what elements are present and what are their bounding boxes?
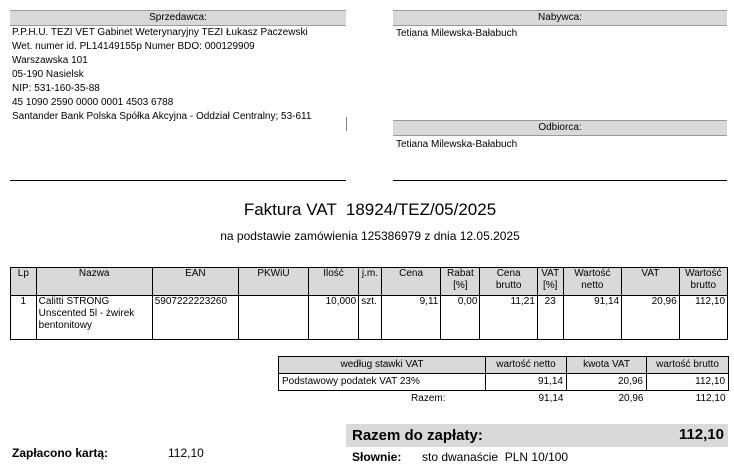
cell-name: Calitti STRONG Unscented 5l - żwirek bentonitowy	[36, 296, 152, 340]
table-row	[11, 296, 728, 340]
vat-rate-net: 91,14	[486, 374, 567, 391]
seller-nip: NIP: 531-160-35-88	[12, 83, 100, 94]
to-pay-value: 112,10	[678, 426, 724, 443]
seller-ids: Wet. numer id. PL14149155p Numer BDO: 000129909	[12, 41, 255, 52]
vat-col-net: wartość netto	[486, 357, 567, 374]
col-ean: EAN	[152, 268, 238, 296]
vat-col-vat: kwota VAT	[567, 357, 647, 374]
col-price: Cena	[381, 268, 441, 296]
col-unit: j.m.	[359, 268, 382, 296]
seller-name: P.P.H.U. TEZI VET Gabinet Weterynaryjny TEZI Łukasz Paczewski	[12, 27, 308, 38]
paid-card-value: 112,10	[168, 446, 204, 460]
seller-bank: Santander Bank Polska Spółka Akcyjna - Oddział Centralny; 53-611	[12, 111, 312, 122]
vat-total-label: Razem:	[411, 393, 446, 404]
col-net-value: Wartość netto	[563, 268, 622, 296]
cell-gross-value: 112,10	[679, 296, 727, 340]
to-pay-label: Razem do zapłaty:	[352, 427, 483, 444]
vat-col-gross: wartość brutto	[647, 357, 729, 374]
invoice-title: Faktura VAT 18924/TEZ/05/2025	[243, 200, 497, 219]
words-label: Słownie:	[352, 450, 402, 464]
separator-left	[10, 180, 346, 181]
seller-street: Warszawska 101	[12, 55, 88, 66]
vat-total-gross: 112,10	[695, 393, 726, 404]
seller-city: 05-190 Nasielsk	[12, 69, 84, 80]
to-pay-bar	[346, 424, 728, 447]
vat-rate-gross: 112,10	[647, 374, 729, 391]
vat-header-row	[279, 357, 729, 374]
separator-right	[393, 180, 727, 181]
col-vat-rate: VAT [%]	[537, 268, 563, 296]
seller-details	[12, 27, 346, 123]
vat-rate-row	[279, 374, 729, 391]
col-gross-value: Wartość brutto	[679, 268, 727, 296]
cell-gross-price: 11,21	[480, 296, 538, 340]
paid-card-label: Zapłacono kartą:	[12, 446, 109, 460]
vat-rate-vat: 20,96	[567, 374, 647, 391]
col-qty: Ilość	[308, 268, 358, 296]
col-pkwiu: PKWiU	[239, 268, 309, 296]
cell-pkwiu	[239, 296, 309, 340]
items-table	[10, 267, 728, 340]
vat-total-net: 91,14	[538, 393, 564, 404]
cell-discount: 0,00	[441, 296, 480, 340]
invoice-subtitle: na podstawie zamówienia 125386979 z dnia 12.05.2025	[220, 229, 520, 243]
buyer-header: Nabywca:	[393, 10, 727, 26]
vat-total-vat: 20,96	[618, 393, 644, 404]
col-gross-price: Cena brutto	[480, 268, 538, 296]
words-value: sto dwanaście PLN 10/100	[422, 450, 569, 464]
col-name: Nazwa	[36, 268, 152, 296]
cell-vat-value: 20,96	[622, 296, 680, 340]
cell-lp: 1	[11, 296, 37, 340]
vat-summary-table	[278, 356, 729, 407]
cell-net-value: 91,14	[563, 296, 622, 340]
col-discount: Rabat [%]	[441, 268, 480, 296]
col-lp: Lp	[11, 268, 37, 296]
cell-ean: 5907222223260	[152, 296, 238, 340]
cell-qty: 10,000	[308, 296, 358, 340]
recipient-header: Odbiorca:	[393, 120, 727, 136]
seller-divider	[346, 117, 347, 131]
vat-rate-label: Podstawowy podatek VAT 23%	[279, 374, 486, 391]
buyer-name: Tetiana Milewska-Bałabuch	[396, 28, 518, 39]
cell-vat-rate: 23	[537, 296, 563, 340]
col-vat-value: VAT	[622, 268, 680, 296]
vat-total-row	[279, 391, 729, 408]
recipient-name: Tetiana Milewska-Bałabuch	[396, 139, 518, 148]
seller-account: 45 1090 2590 0000 0001 4503 6788	[12, 97, 174, 108]
items-header-row	[11, 268, 728, 296]
vat-col-rate: według stawki VAT	[279, 357, 486, 374]
seller-header: Sprzedawca:	[10, 10, 346, 26]
cell-price: 9,11	[381, 296, 441, 340]
cell-unit: szt.	[359, 296, 382, 340]
